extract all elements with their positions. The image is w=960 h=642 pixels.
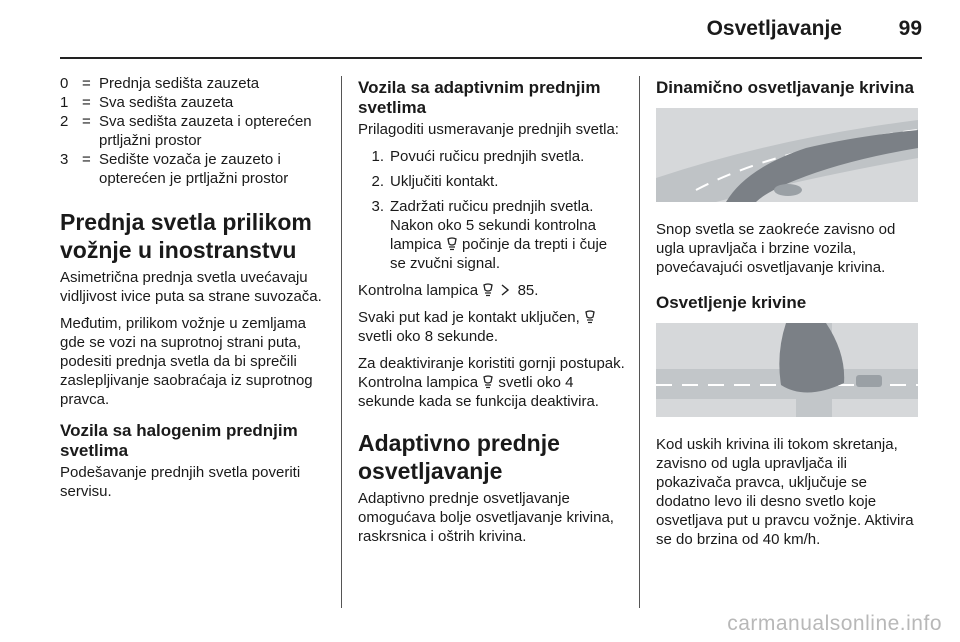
column-divider-1: [341, 76, 342, 608]
legend-eq: =: [82, 151, 91, 168]
text-part: svetli oko 4 sekunde kada se funkcija deaktivira.: [358, 374, 599, 410]
paragraph: Prilagoditi usmeravanje prednjih svetla:: [358, 121, 619, 138]
text-part: Svaki put kad je kontakt uključen,: [358, 309, 580, 326]
paragraph: Kod uskih krivina ili tokom skretanja, zavisno od ugla upravljača ili pokazivača pravca, uključuje se dodatno levo ili desno svetlo koje osvetljava put u pravcu vožnje. Aktivira se do brzina od 40 km/h.: [656, 436, 914, 548]
legend-eq: =: [82, 94, 91, 111]
legend-row: [60, 112, 326, 150]
legend-num: 1: [60, 94, 69, 111]
column-divider-2: [639, 76, 640, 608]
cornering-light-illustration: [656, 323, 918, 417]
column-3: [656, 74, 922, 557]
legend-text: Sva sedišta zauzeta: [99, 94, 234, 111]
paragraph: Asimetrična prednja svetla uvećavaju vidljivost ivice puta sa strane suvozača.: [60, 269, 322, 305]
heading-adaptive-headlights: Vozila sa adaptivnim prednjim svetlima: [358, 78, 601, 117]
step-text: Povući ručicu prednjih svetla.: [390, 148, 585, 165]
page-number: 99: [898, 17, 922, 40]
list-item: [358, 172, 626, 191]
paragraph: Međutim, prilikom vožnje u zemljama gde se vozi na suprotnoj strani puta, podesiti prednja svetla da bi sprečili zaslepljivanje saobraćaja iz suprotnog pravca.: [60, 315, 313, 408]
step-number: 1.: [371, 148, 384, 165]
paragraph: Podešavanje prednjih svetla poveriti servisu.: [60, 464, 301, 500]
page-header: [0, 0, 960, 60]
legend-num: 3: [60, 151, 69, 168]
legend-text: Sedište vozača je zauzeto i opterećen je prtljažni prostor: [99, 151, 289, 187]
heading-dynamic-curve-light: Dinamično osvetljavanje krivina: [656, 78, 914, 97]
column-2: [358, 74, 626, 554]
text-part: Za deaktiviranje koristiti gornji postupak. Kontrolna lampica: [358, 355, 625, 391]
paragraph: Adaptivno prednje osvetljavanje omogućava bolje osvetljavanje krivina, raskrsnica i oštrih krivina.: [358, 490, 614, 545]
legend-num: 0: [60, 75, 69, 92]
step-text: Uključiti kontakt.: [390, 173, 499, 190]
page-reference-arrow-icon: [500, 284, 510, 296]
page-reference: 85.: [517, 282, 539, 299]
heading-adaptive-forward-lighting: Adaptivno prednje osvetljavanje: [358, 430, 560, 484]
header-divider: [60, 57, 922, 59]
heading-headlights-abroad: Prednja svetla prilikom vožnje u inostranstvu: [60, 209, 312, 263]
legend-row: [60, 150, 326, 188]
legend-text: Sva sedišta zauzeta i opterećen prtljažni prostor: [99, 113, 312, 149]
legend-row: [60, 74, 326, 93]
paragraph: [358, 281, 626, 300]
step-number: 3.: [371, 198, 384, 215]
seat-load-legend: [60, 74, 326, 188]
list-item: [358, 147, 626, 166]
text-part: Kontrolna lampica: [358, 282, 479, 299]
watermark: carmanualsonline.info: [727, 612, 942, 635]
paragraph: Snop svetla se zaokreće zavisno od ugla upravljača i brzine vozila, povećavajući osvetljavanje krivina.: [656, 221, 896, 276]
headlight-leveling-lamp-icon: [482, 283, 494, 297]
heading-halogen-headlights: Vozila sa halogenim prednjim svetlima: [60, 421, 298, 460]
step-text: [390, 197, 626, 273]
step-text-a: Zadržati ručicu prednjih svetla. Nakon oko 5 sekundi kontrolna lampica: [390, 198, 596, 253]
headlight-leveling-lamp-icon: [446, 237, 458, 251]
headlight-leveling-lamp-icon: [482, 375, 494, 389]
paragraph: [358, 308, 626, 346]
page-title: Osvetljavanje: [706, 17, 842, 40]
legend-eq: =: [82, 113, 91, 130]
legend-eq: =: [82, 75, 91, 92]
step-number: 2.: [371, 173, 384, 190]
paragraph: [358, 354, 626, 411]
legend-num: 2: [60, 113, 69, 130]
legend-row: [60, 93, 326, 112]
adjustment-steps: [358, 147, 626, 273]
heading-cornering-light: Osvetljenje krivine: [656, 293, 807, 312]
step-text-b: počinje da trepti i čuje se zvučni signal.: [390, 236, 608, 272]
legend-text: Prednja sedišta zauzeta: [99, 75, 260, 92]
list-item: [358, 197, 626, 273]
dynamic-curve-lighting-illustration: [656, 108, 918, 202]
text-part: svetli oko 8 sekunde.: [358, 328, 499, 345]
column-1: [60, 74, 326, 509]
headlight-leveling-lamp-icon: [584, 310, 596, 324]
